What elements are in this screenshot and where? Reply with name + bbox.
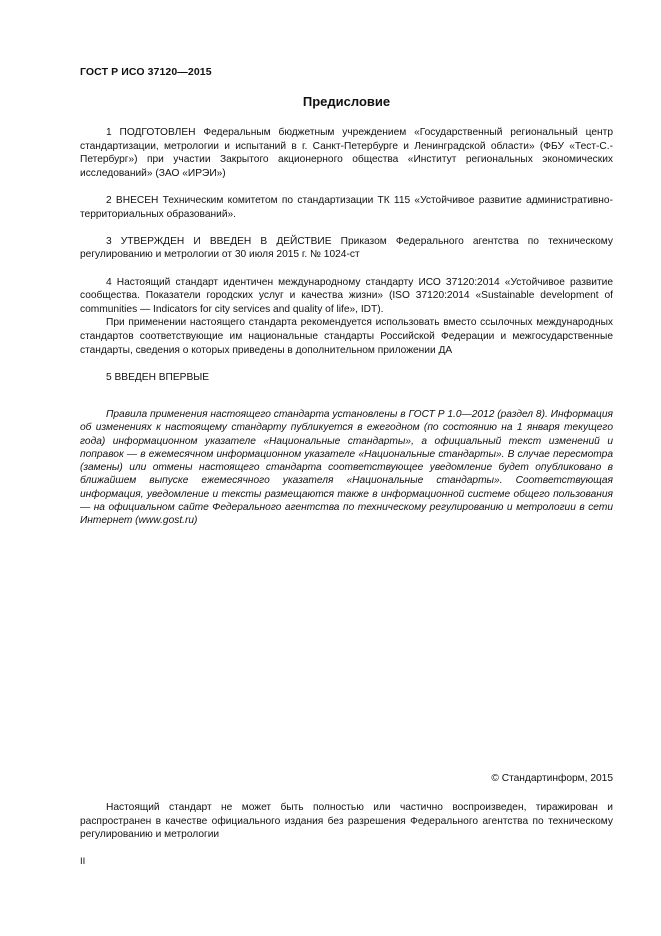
standard-code-header: ГОСТ Р ИСО 37120—2015 <box>80 66 212 78</box>
page-number: II <box>80 856 86 867</box>
reproduction-notice-text: Настоящий стандарт не может быть полностью или частично воспроизведен, тиражирован и распространен в качестве официального издания без разрешения Федерального агентства по техническому регулированию и метрологии <box>80 802 613 841</box>
application-rules-block <box>80 408 613 528</box>
foreword-item-2: 2 ВНЕСЕН Техническим комитетом по стандартизации ТК 115 «Устойчивое развитие административно-территориальных образований». <box>80 194 613 220</box>
reproduction-notice <box>80 801 613 842</box>
page-title: Предисловие <box>302 94 391 109</box>
foreword-item-4: 4 Настоящий стандарт идентичен международному стандарту ИСО 37120:2014 «Устойчивое развитие сообщества. Показатели городских услуг и качества жизни» (ISO 37120:2014 «Sustainable development of communities — Indicators for city services and quality of life», IDT). <box>80 276 613 315</box>
copyright-line: © Стандартинформ, 2015 <box>491 773 613 784</box>
foreword-item-5: 5 ВВЕДЕН ВПЕРВЫЕ <box>106 371 210 383</box>
foreword-item-3: 3 УТВЕРЖДЕН И ВВЕДЕН В ДЕЙСТВИЕ Приказом Федерального агентства по техническому регулированию и метрологии от 30 июля 2015 г. № 1024-ст <box>80 235 613 261</box>
foreword-body <box>80 126 613 384</box>
foreword-item-4-note: При применении настоящего стандарта рекомендуется использовать вместо ссылочных международных стандартов соответствующие им национальные стандарты Российской Федерации и межгосударственные стандарты, сведения о которых приведены в дополнительном приложении ДА <box>80 317 613 356</box>
application-rules-text: Правила применения настоящего стандарта установлены в ГОСТ Р 1.0—2012 (раздел 8). Информация об изменениях к настоящему стандарту публикуется в ежегодном (по состоянию на 1 января текущего года) информационном указателе «Национальные стандарты», а официальный текст изменений и поправок — в ежемесячном информационном указателе «Национальные стандарты». В случае пересмотра (замены) или отмены настоящего стандарта соответствующее уведомление будет опубликовано в ближайшем выпуске ежемесячного указателя «Национальные стандарты». Соответствующая информация, уведомление и тексты размещаются также в информационной системе общего пользования — на официальном сайте Федерального агентства по техническому регулированию и метрологии в сети Интернет (www.gost.ru) <box>80 409 613 527</box>
foreword-item-1: 1 ПОДГОТОВЛЕН Федеральным бюджетным учреждением «Государственный региональный центр стандартизации, метрологии и испытаний в г. Санкт-Петербурге и Ленинградской области» (ФБУ «Тест-С.-Петербург») при участии Закрытого акционерного общества «Институт региональных экономических исследований» (ЗАО «ИРЭИ») <box>80 127 613 179</box>
